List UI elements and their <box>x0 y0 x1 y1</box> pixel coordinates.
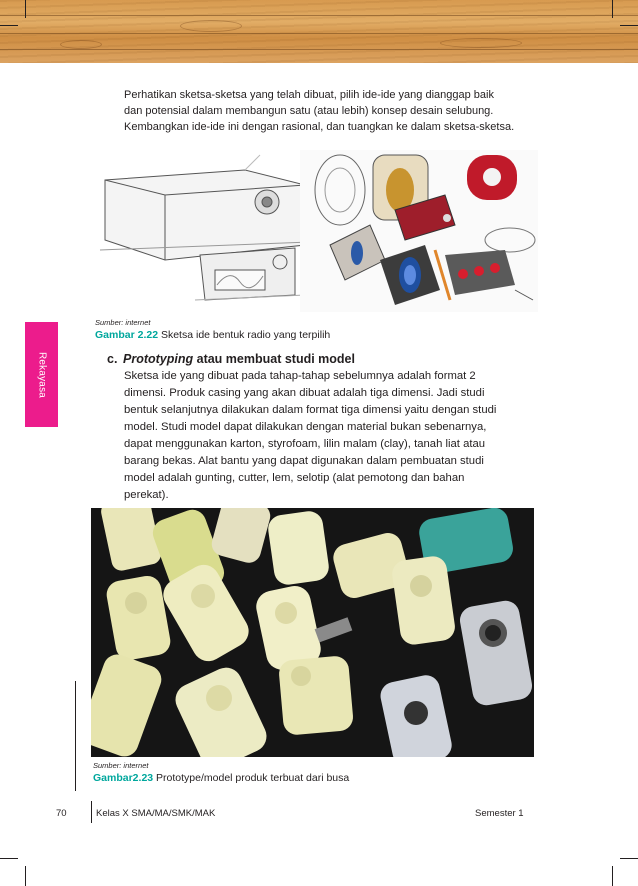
crop-mark <box>25 866 26 886</box>
intro-line: dan potensial dalam membangun satu (atau lebih) konsep desain selubung. <box>124 105 494 117</box>
figure-label: Gambar2.23 <box>93 772 154 784</box>
figure-caption <box>95 329 330 341</box>
intro-line: Kembangkan ide-ide ini dengan rasional, dan tuangkan ke dalam sketsa-sketsa. <box>124 121 515 133</box>
figure-label: Gambar 2.22 <box>95 329 159 341</box>
body-line: perekat). <box>124 489 169 501</box>
chapter-side-tab <box>25 322 58 427</box>
book-title: Kelas X SMA/MA/SMK/MAK <box>96 808 216 819</box>
section-heading <box>107 352 355 366</box>
figure-source: Sumber: internet <box>95 318 151 327</box>
section-title-italic: Prototyping <box>123 352 194 366</box>
colored-radio-concepts <box>300 150 538 312</box>
crop-mark <box>620 858 638 859</box>
figure-caption-text: Sketsa ide bentuk radio yang terpilih <box>158 329 331 341</box>
wood-header-banner <box>0 0 638 63</box>
crop-mark <box>612 0 613 18</box>
body-line: dapat menggunakan karton, styrofoam, lilin malam (clay), tanah liat atau <box>124 438 486 450</box>
figure-caption-text: Prototype/model produk terbuat dari busa <box>153 772 350 784</box>
crop-mark <box>612 866 613 886</box>
body-line: barang bekas. Alat bantu yang dapat digunakan dalam pembuatan studi <box>124 455 484 467</box>
foam-prototype-photo <box>91 508 534 757</box>
margin-rule <box>75 681 76 791</box>
body-line: Sketsa ide yang dibuat pada tahap-tahap sebelumnya adalah format 2 <box>124 370 476 382</box>
chapter-label: Rekayasa <box>36 351 47 398</box>
intro-line: Perhatikan sketsa-sketsa yang telah dibuat, pilih ide-ide yang dianggap baik <box>124 89 494 101</box>
body-line: dimensi. Produk casing yang akan dibuat adalah tiga dimensi. Jadi studi <box>124 387 485 399</box>
intro-paragraph <box>124 87 544 135</box>
section-letter: c. <box>107 352 118 366</box>
crop-mark <box>0 25 18 26</box>
body-line: model adalah gunting, cutter, lem, selotip (alat pemotong dan bahan <box>124 472 465 484</box>
figure-caption <box>93 772 349 784</box>
semester-label: Semester 1 <box>475 808 524 819</box>
body-line: model. Studi model dapat dilakukan dengan material bukan sebenarnya, <box>124 421 487 433</box>
section-title-rest: atau membuat studi model <box>193 352 355 366</box>
crop-mark <box>0 858 18 859</box>
box-radio-sketch <box>100 155 310 300</box>
crop-mark <box>620 25 638 26</box>
crop-mark <box>25 0 26 18</box>
figure-source: Sumber: internet <box>93 761 149 770</box>
radio-sketch-figure <box>95 150 538 312</box>
section-body <box>124 368 534 504</box>
body-line: bentuk selanjutnya dilakukan dalam format tiga dimensi yaitu dengan studi <box>124 404 497 416</box>
page-number: 70 <box>56 808 67 819</box>
footer-divider <box>91 801 92 823</box>
